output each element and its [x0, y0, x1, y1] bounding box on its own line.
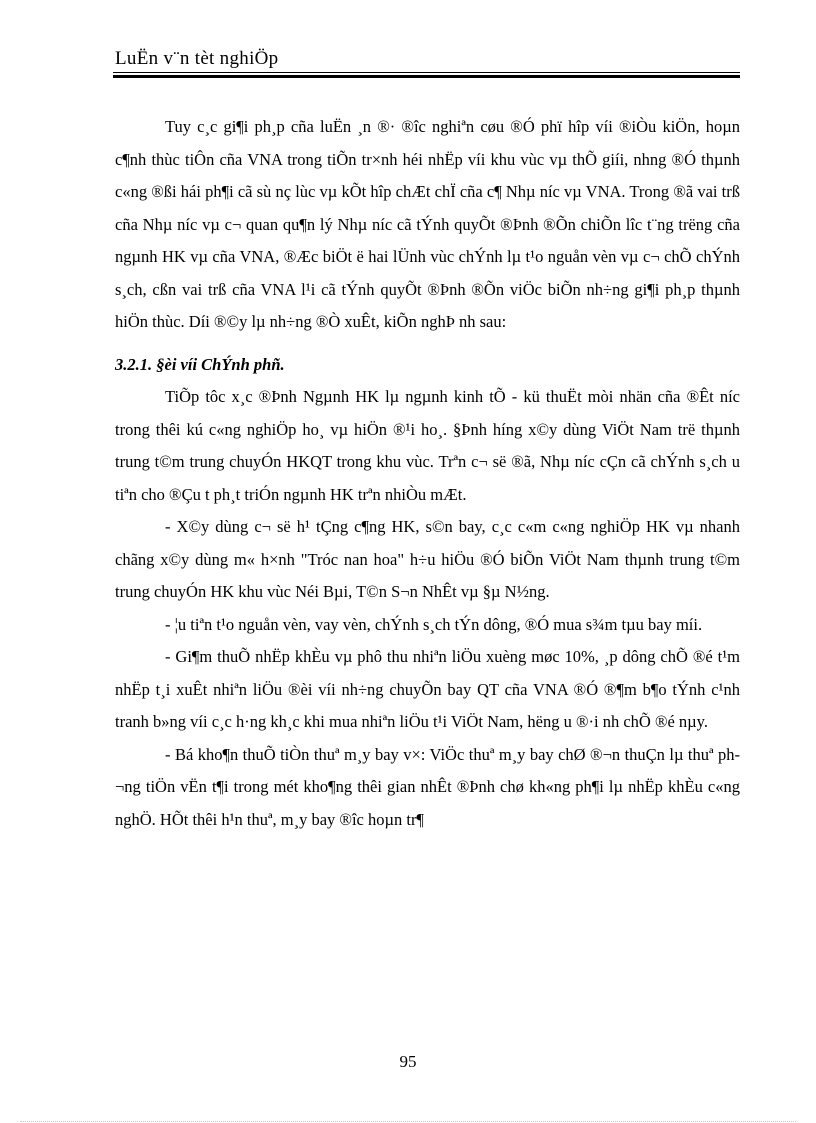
page-body	[115, 111, 740, 836]
bullet-paragraph: - Gi¶m thuÕ nhËp khÈu vµ phô thu nhiªn liÖu xuèng møc 10%, ¸p dông chÕ ®é t¹m nhËp t¸i xuÊt nhiªn liÖu ®èi víi nh÷ng chuyÕn bay QT cña VNA ®Ó ®¶m b¶o tÝnh c¹nh tranh b»ng víi c¸c h·ng kh¸c khi mua nhiªn liÖu t¹i ViÖt Nam, hëng u ®·i nh chÕ ®é nµy.	[115, 647, 740, 731]
page-bottom-border	[20, 1121, 796, 1122]
page-number: 95	[399, 1052, 417, 1071]
header-rule-thick	[113, 75, 740, 78]
bullet-paragraph: - X©y dùng c¬ së h¹ tÇng c¶ng HK, s©n bay, c¸c c«m c«ng nghiÖp HK vµ nhanh chãng x©y dùng m« h×nh "Tróc nan hoa" h÷u hiÖu ®Ó biÕn ViÖt Nam thµnh trung t©m trung chuyÓn HK khu vùc Néi Bµi, T©n S¬n NhÊt vµ §µ N½ng.	[115, 517, 740, 601]
section-heading: 3.2.1. §èi víi ChÝnh phñ.	[115, 354, 285, 374]
bullet-paragraph: - ¦u tiªn t¹o nguån vèn, vay vèn, chÝnh s¸ch tÝn dông, ®Ó mua s¾m tµu bay míi.	[165, 614, 703, 634]
intro-paragraph: Tuy c¸c gi¶i ph¸p cña luËn ¸n ®· ®îc nghiªn cøu ®Ó phï hîp víi ®iÒu kiÖn, hoµn c¶nh thùc tiÔn cña VNA trong tiÕn tr×nh héi nhËp víi khu vùc vµ thÕ giíi, nhng ®Ó thµnh c«ng ®ßi hái ph¶i cã sù nç lùc vµ kÕt hîp chÆt chÏ cña c¶ Nhµ níc vµ VNA. Trong ®ã vai trß cña Nhµ níc vµ c¬ quan qu¶n lý Nhµ níc cã tÝnh quyÕt ®Þnh ®Õn chiÕn lîc t¨ng trëng cña ngµnh HK vµ cña VNA, ®Æc biÖt ë hai lÜnh vùc chÝnh lµ t¹o nguån vèn vµ c¬ chÕ chÝnh s¸ch, cßn vai trß cña VNA l¹i cã tÝnh quyÕt ®Þnh ®Õn viÖc biÕn nh÷ng gi¶i ph¸p thµnh hiÖn thùc. Díi ®©y lµ nh÷ng ®Ò xuÊt, kiÕn nghÞ nh sau:	[115, 117, 740, 331]
running-header: LuËn v¨n tèt nghiÖp	[115, 48, 279, 69]
bullet-paragraph: - Bá kho¶n thuÕ tiÒn thuª m¸y bay v×: ViÖc thuª m¸y bay chØ ®¬n thuÇn lµ thuª ph¬ng tiÖn vËn t¶i trong mét kho¶ng thêi gian nhÊt ®Þnh chø kh«ng ph¶i lµ nhËp khÈu c«ng nghÖ. HÕt thêi h¹n thuª, m¸y bay ®îc hoµn tr¶	[115, 744, 740, 829]
section-paragraph: TiÕp tôc x¸c ®Þnh Ngµnh HK lµ ngµnh kinh tÕ - kü thuËt mòi nhän cña ®Êt níc trong thêi kú c«ng nghiÖp ho¸ vµ hiÖn ®¹i ho¸. §Þnh híng x©y dùng ViÖt Nam trë thµnh trung t©m trung chuyÓn HKQT trong khu vùc. Trªn c¬ së ®ã, Nhµ níc cÇn cã chÝnh s¸ch u tiªn cho ®Çu t ph¸t triÓn ngµnh HK trªn nhiÒu mÆt.	[115, 387, 740, 504]
header-rule-thin	[113, 72, 740, 73]
